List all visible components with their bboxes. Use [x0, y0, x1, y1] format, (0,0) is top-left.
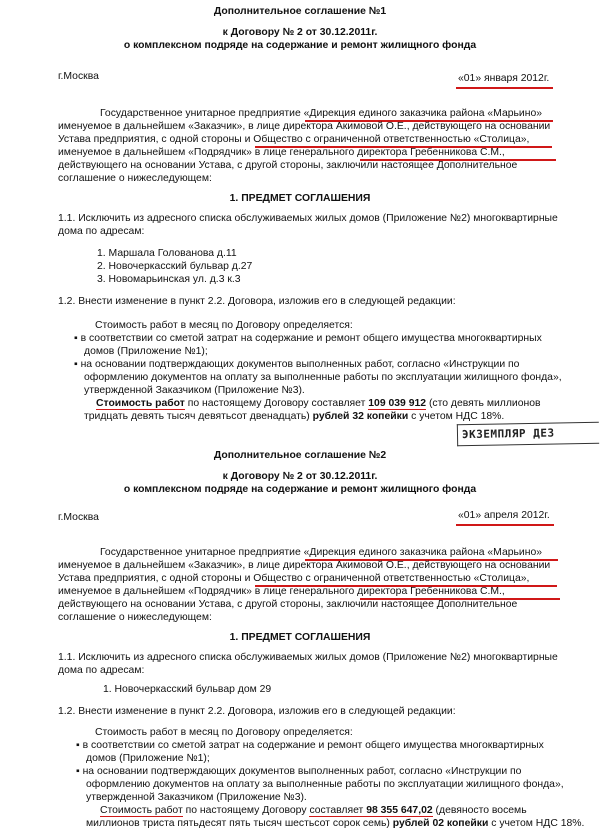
agreement-1-para-line-1: Государственное унитарное предприятие «Дирекция единого заказчика района «Марьино» — [100, 108, 543, 119]
agreement-1-cost-line-2: тридцать девять тысяч девятьсот двенадцать) рублей 32 копейки с учетом НДС 18%. — [84, 411, 505, 422]
agreement-1-para-line-2: именуемое в дальнейшем «Заказчик», в лице директора Акимовой О.Е., действующего на основании — [58, 121, 551, 132]
agreement-1-date: «01» января 2012г. — [458, 73, 549, 86]
agreement-1-cost-rubles: рублей 32 копейки — [312, 411, 409, 422]
agreement-1-section-heading: 1. ПРЕДМЕТ СОГЛАШЕНИЯ — [229, 193, 371, 204]
agreement-2-para-line-3: Устава предприятия, с одной стороны и Общество с ограниченной ответственностью «Столица», — [58, 573, 530, 584]
agreement-1-p11-line-1: 1.1. Исключить из адресного списка обслуживаемых жилых домов (Приложение №2) многоквартирные — [58, 213, 558, 224]
agreement-2-p11-line-2: дома по адресам: — [58, 665, 145, 676]
agreement-2-title: Дополнительное соглашение №2 — [213, 450, 387, 461]
agreement-2-cost-label: Стоимость работ — [100, 805, 183, 816]
agreement-1-title: Дополнительное соглашение №1 — [213, 6, 387, 17]
agreement-2-p12: 1.2. Внести изменение в пункт 2.2. Договора, изложив его в следующей редакции: — [58, 706, 456, 717]
agreement-1-cost-label: Стоимость работ — [96, 398, 185, 409]
agreement-2-cost-verb: составляет — [309, 805, 364, 816]
agreement-2-cost-value: 98 355 647,02 — [363, 805, 433, 816]
agreement-2-para-line-5: действующего на основании Устава, с другой стороны, заключили настоящее Дополнительное — [58, 599, 518, 610]
agreement-2-cost-rubles: рублей 02 копейки — [392, 818, 489, 829]
agreement-2-para-line-1: Государственное унитарное предприятие «Дирекция единого заказчика района «Марьино» — [100, 547, 543, 558]
agreement-1-subject-line: о комплексном подряде на содержание и ремонт жилищного фонда — [123, 40, 477, 51]
agreement-1-bullet-1-line-1: ▪ в соответствии со сметой затрат на содержание и ремонт общего имущества многоквартирных — [74, 333, 542, 344]
agreement-1-cost-mid: по настоящему Договору составляет — [184, 398, 369, 409]
agreement-2-para-line-4: именуемое в дальнейшем «Подрядчик» в лице генерального директора Гребенникова С.М., — [58, 586, 505, 597]
agreement-2-bullet-2-line-1: ▪ на основании подтверждающих документов выполненных работ, согласно «Инструкции по — [76, 766, 522, 777]
agreement-2-cost-line-1 — [100, 805, 527, 818]
agreement-1-address-1: 1. Маршала Голованова д.11 — [97, 248, 237, 259]
agreement-2-subject-line: о комплексном подряде на содержание и ремонт жилищного фонда — [123, 484, 477, 495]
agreement-2-para-line-2: именуемое в дальнейшем «Заказчик», в лице директора Акимовой О.Е., действующего на основании — [58, 560, 551, 571]
agreement-2-p11-line-1: 1.1. Исключить из адресного списка обслуживаемых жилых домов (Приложение №2) многоквартирные — [58, 652, 558, 663]
agreement-2-city: г.Москва — [58, 512, 99, 523]
agreement-1-address-2: 2. Новочеркасский бульвар д.27 — [97, 261, 253, 272]
agreement-1-city: г.Москва — [58, 71, 99, 82]
agreement-2-section-heading: 1. ПРЕДМЕТ СОГЛАШЕНИЯ — [229, 632, 371, 643]
agreement-1-p12: 1.2. Внести изменение в пункт 2.2. Договора, изложив его в следующей редакции: — [58, 296, 456, 307]
agreement-1-contract-line: к Договору № 2 от 30.12.2011г. — [222, 27, 378, 38]
agreement-2-para-line-6: соглашение о нижеследующем: — [58, 612, 212, 623]
agreement-1-p11-line-2: дома по адресам: — [58, 226, 145, 237]
agreement-2-contract-line: к Договору № 2 от 30.12.2011г. — [222, 471, 378, 482]
agreement-1-cost-intro: Стоимость работ в месяц по Договору определяется: — [95, 320, 353, 331]
agreement-1-cost-post: (сто девять миллионов — [426, 398, 541, 409]
agreement-2-cost-intro: Стоимость работ в месяц по Договору определяется: — [95, 727, 353, 738]
agreement-1-para-line-3: Устава предприятия, с одной стороны и Общество с ограниченной ответственностью «Столица», — [58, 134, 530, 145]
agreement-1-bullet-2-line-3: утвержденной Заказчиком (Приложение №3). — [84, 385, 305, 396]
agreement-2-cost-post: (девяносто восемь — [432, 805, 527, 816]
agreement-1-cost-line-1 — [96, 398, 541, 411]
agreement-2-cost-line-2: миллионов триста пятьдесят пять тысяч шестьсот сорок семь) рублей 02 копейки с учетом НДС 18%. — [86, 818, 585, 829]
agreement-2-date: «01» апреля 2012г. — [458, 510, 550, 523]
agreement-1-bullet-2-line-2: оформлению документов на оплату за выполненные работы по эксплуатации жилищного фонда», — [84, 372, 562, 383]
agreement-2-bullet-1-line-1: ▪ в соответствии со сметой затрат на содержание и ремонт общего имущества многоквартирных — [76, 740, 544, 751]
agreement-1-cost-value: 109 039 912 — [368, 398, 427, 409]
agreement-2-cost-mid: по настоящему Договору — [182, 805, 310, 816]
agreement-1-address-3: 3. Новомарьинская ул. д.3 к.3 — [97, 274, 241, 285]
agreement-2-bullet-1-line-2: домов (Приложение №1); — [86, 753, 210, 764]
agreement-1-para-line-5: действующего на основании Устава, с другой стороны, заключили настоящее Дополнительное — [58, 160, 518, 171]
stamp: ЭКЗЕМПЛЯР ДЕЗ — [457, 422, 599, 446]
agreement-1-bullet-1-line-2: домов (Приложение №1); — [84, 346, 208, 357]
agreement-1-bullet-2-line-1: ▪ на основании подтверждающих документов выполненных работ, согласно «Инструкции по — [74, 359, 520, 370]
agreement-2-address-1: 1. Новочеркасский бульвар дом 29 — [103, 684, 272, 695]
agreement-2-bullet-2-line-2: оформлению документов на оплату за выполненные работы по эксплуатации жилищного фонда», — [86, 779, 564, 790]
agreement-2-bullet-2-line-3: утвержденной Заказчиком (Приложение №3). — [86, 792, 307, 803]
agreement-1-para-line-6: соглашение о нижеследующем: — [58, 173, 212, 184]
agreement-1-para-line-4: именуемое в дальнейшем «Подрядчик» в лице генерального директора Гребенникова С.М., — [58, 147, 505, 158]
